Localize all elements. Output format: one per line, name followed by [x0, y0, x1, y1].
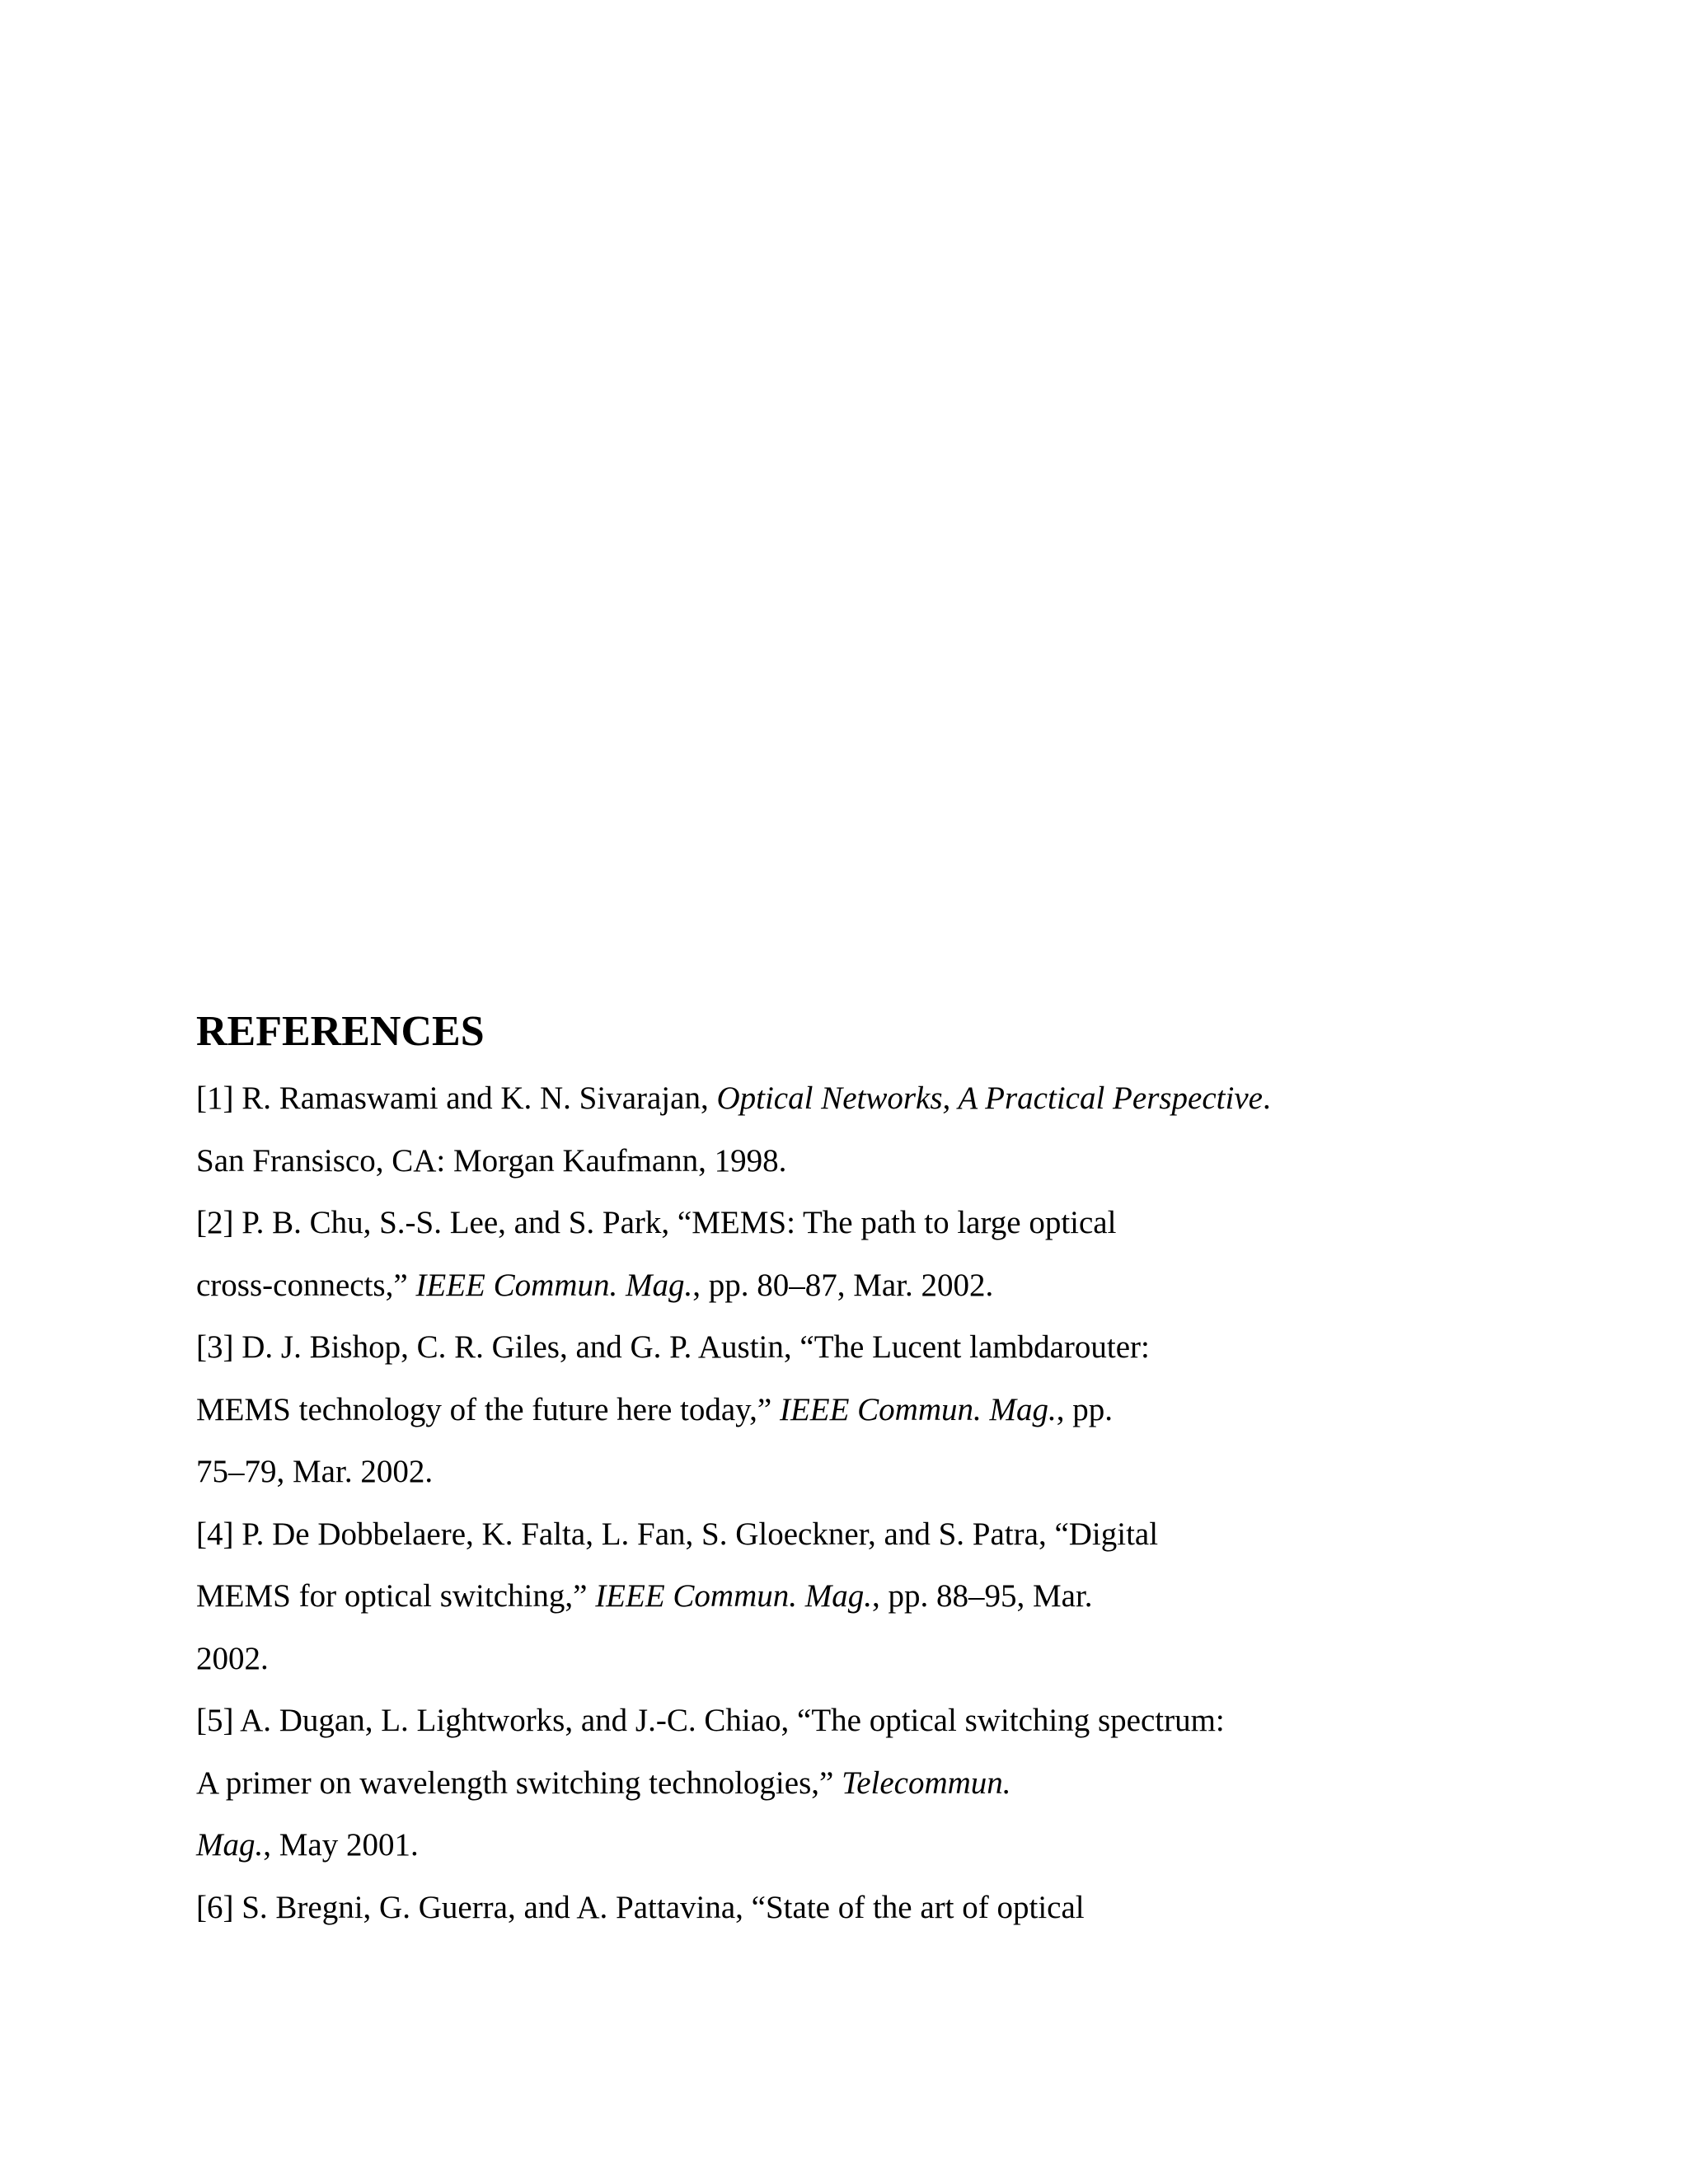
reference-3-title-end: MEMS technology of the future here today,”	[196, 1392, 780, 1427]
reference-1-punct: .	[1262, 1080, 1271, 1116]
reference-1-title: Optical Networks, A Practical Perspective	[716, 1080, 1263, 1116]
reference-3-line-1: [3] D. J. Bishop, C. R. Giles, and G. P. Austin, “The Lucent lambdarouter:	[196, 1329, 1150, 1365]
reference-5-date: , May 2001.	[263, 1827, 419, 1863]
reference-4-line-2	[196, 1577, 1093, 1615]
reference-4-journal: IEEE Commun. Mag.	[595, 1578, 872, 1614]
reference-5-line-2	[196, 1765, 1011, 1802]
reference-6-line-1: [6] S. Bregni, G. Guerra, and A. Pattavina, “State of the art of optical	[196, 1890, 1085, 1925]
reference-2-line-1: [2] P. B. Chu, S.-S. Lee, and S. Park, “MEMS: The path to large optical	[196, 1205, 1117, 1240]
reference-1-line-1	[196, 1080, 1271, 1118]
reference-3-journal: IEEE Commun. Mag.	[779, 1392, 1057, 1427]
reference-3-line-3: 75–79, Mar. 2002.	[196, 1454, 434, 1489]
reference-5-journal-end: Mag.	[196, 1827, 264, 1863]
reference-1-authors: [1] R. Ramaswami and K. N. Sivarajan,	[196, 1080, 717, 1116]
references-heading: REFERENCES	[196, 1008, 485, 1055]
reference-5-line-3	[196, 1826, 419, 1864]
reference-2-line-2	[196, 1267, 993, 1305]
reference-4-line-3: 2002.	[196, 1641, 269, 1676]
reference-4-title-end: MEMS for optical switching,”	[196, 1578, 596, 1614]
reference-3-pp: , pp.	[1056, 1392, 1113, 1427]
reference-5-line-1: [5] A. Dugan, L. Lightworks, and J.-C. Chiao, “The optical switching spectrum:	[196, 1703, 1225, 1738]
reference-5-journal: Telecommun.	[842, 1765, 1011, 1801]
reference-3-line-2	[196, 1391, 1113, 1429]
reference-2-title-end: cross-connects,”	[196, 1268, 416, 1303]
reference-5-title-end: A primer on wavelength switching technologies,”	[196, 1765, 842, 1801]
reference-2-pages: , pp. 80–87, Mar. 2002.	[692, 1268, 994, 1303]
reference-4-pages: , pp. 88–95, Mar.	[871, 1578, 1093, 1614]
reference-1-line-2: San Fransisco, CA: Morgan Kaufmann, 1998.	[196, 1143, 787, 1179]
reference-4-line-1: [4] P. De Dobbelaere, K. Falta, L. Fan, S. Gloeckner, and S. Patra, “Digital	[196, 1516, 1159, 1552]
reference-2-journal: IEEE Commun. Mag.	[415, 1268, 693, 1303]
